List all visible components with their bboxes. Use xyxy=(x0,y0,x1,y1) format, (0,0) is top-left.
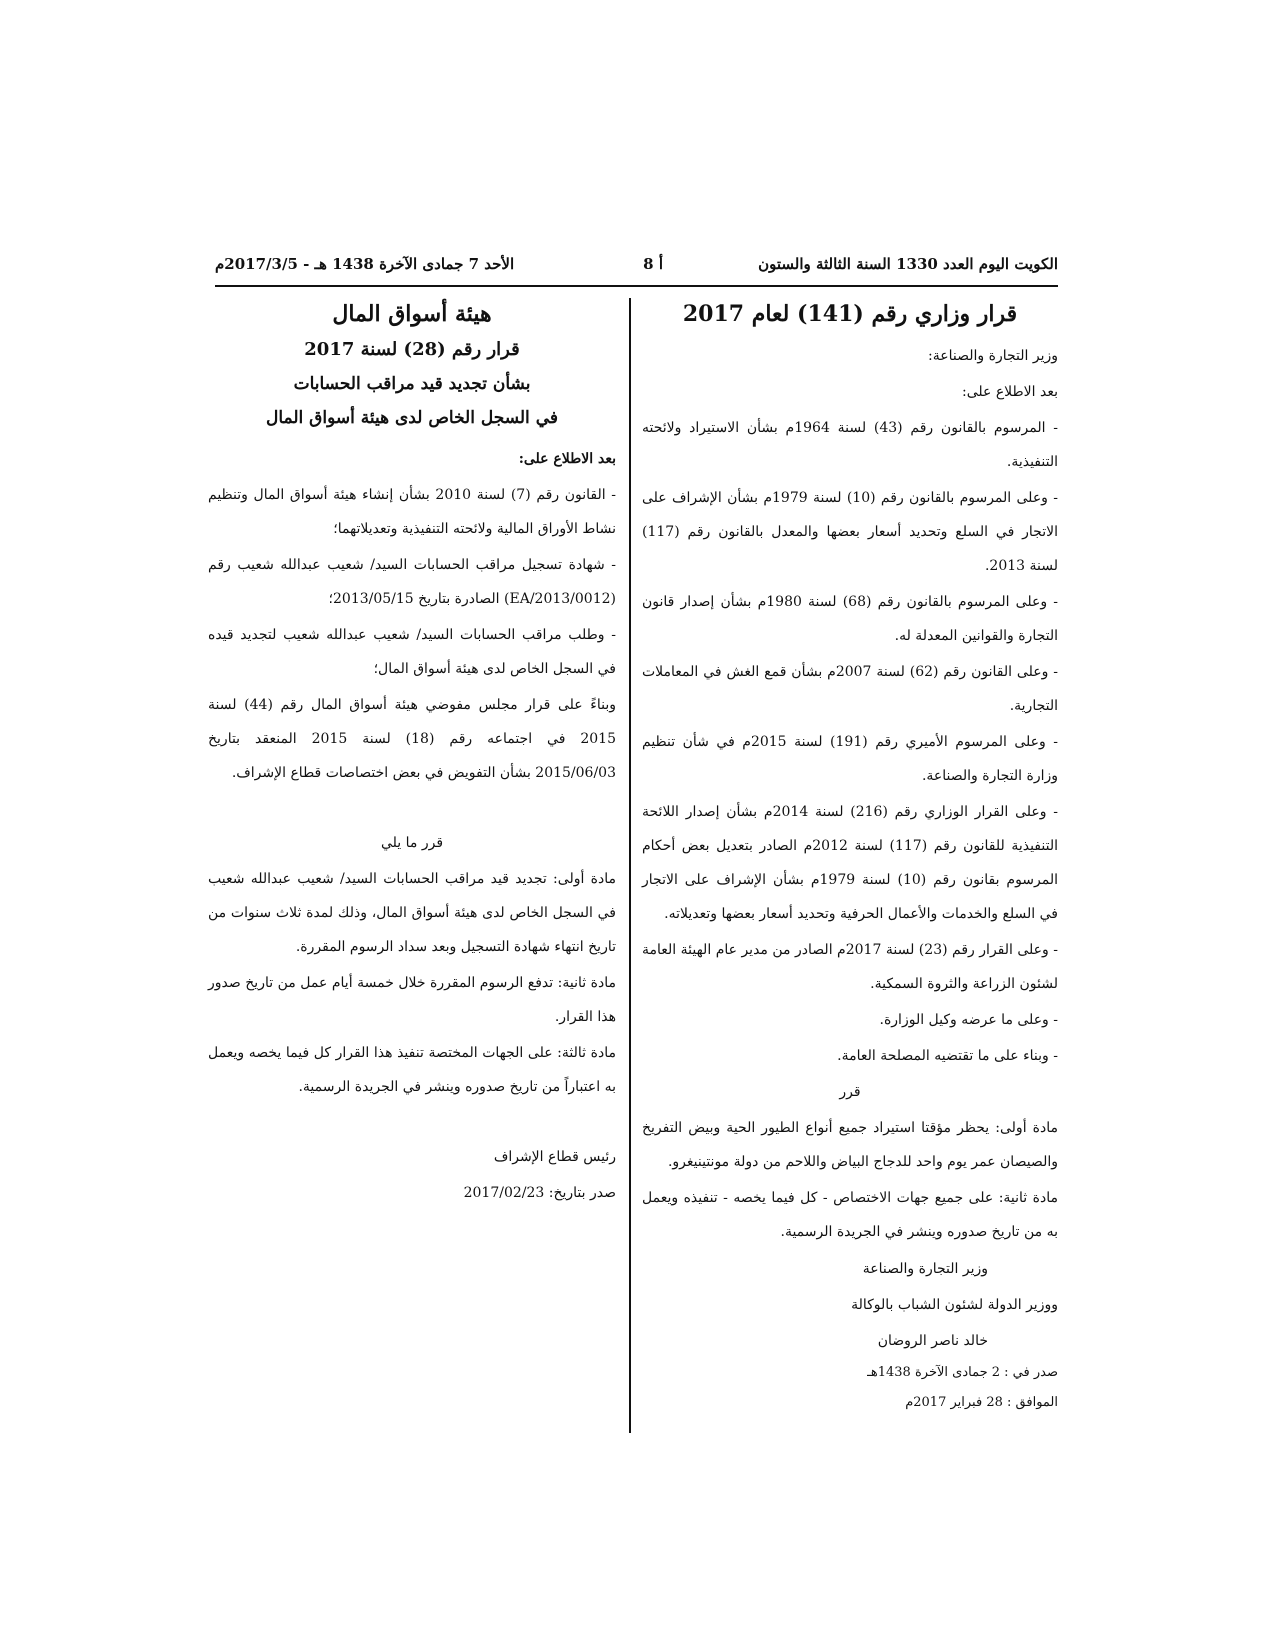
clause: - وعلى القانون رقم (62) لسنة 2007م بشأن قمع الغش في المعاملات التجارية. xyxy=(642,664,1058,714)
decision-title: قرار وزاري رقم (141) لعام 2017 xyxy=(682,301,1018,327)
decision-label: قرر xyxy=(839,1084,861,1100)
clause: - وبناء على ما تقتضيه المصلحة العامة. xyxy=(837,1048,1058,1064)
decision-label: قرر ما يلي xyxy=(380,835,444,851)
preamble: بعد الاطلاع على: xyxy=(962,384,1058,400)
issued-date: صدر بتاريخ: 2017/02/23 xyxy=(463,1185,616,1201)
clause: - وطلب مراقب الحسابات السيد/ شعيب عبدالله شعيب لتجديد قيده في السجل الخاص لدى هيئة أسواق المال؛ xyxy=(208,627,616,677)
clause: - المرسوم بالقانون رقم (43) لسنة 1964م بشأن الاستيراد ولائحته التنفيذية. xyxy=(642,420,1058,470)
clause: - وعلى ما عرضه وكيل الوزارة. xyxy=(879,1012,1058,1028)
ministerial-decision-column xyxy=(642,295,1058,1419)
signature-name: خالد ناصر الروضان xyxy=(877,1333,988,1349)
clause: وبناءً على قرار مجلس مفوضي هيئة أسواق المال رقم (44) لسنة 2015 في اجتماعه رقم (18) لسنة 2015 المنعقد بتاريخ 2015/06/03 بشأن التفويض في بعض اختصاصات قطاع الإشراف. xyxy=(208,697,616,781)
issuer-line: وزير التجارة والصناعة: xyxy=(928,348,1058,364)
header-issue-info: الكويت اليوم العدد 1330 السنة الثالثة والستون xyxy=(758,255,1058,273)
article-first: مادة أولى: تجديد قيد مراقب الحسابات السيد/ شعيب عبدالله شعيب في السجل الخاص لدى هيئة أسواق المال، وذلك لمدة ثلاث سنوات من تاريخ انتهاء شهادة التسجيل وبعد سداد الرسوم المقررة. xyxy=(208,871,616,955)
clause: - وعلى القرار الوزاري رقم (216) لسنة 2014م بشأن إصدار اللائحة التنفيذية للقانون رقم (117) لسنة 2012م الصادر بتعديل بعض أحكام المرسوم بقانون رقم (10) لسنة 1979م بشأن الإشراف على الاتجار في السلع والخدمات والأعمال الحرفية وتحديد أسعار بعضها وتعديلاته. xyxy=(642,804,1059,922)
cma-decision-column xyxy=(208,295,616,1212)
clause: - وعلى القرار رقم (23) لسنة 2017م الصادر من مدير عام الهيئة العامة لشئون الزراعة والثروة السمكية. xyxy=(642,942,1058,992)
clause: - شهادة تسجيل مراقب الحسابات السيد/ شعيب عبدالله شعيب رقم (EA/2013/0012) الصادرة بتاريخ 2013/05/15؛ xyxy=(208,557,616,607)
header-divider xyxy=(215,285,1058,287)
signature-title: وزير التجارة والصناعة xyxy=(862,1261,988,1277)
page-number: أ 8 xyxy=(643,255,663,273)
signature-title-acting: ووزير الدولة لشئون الشباب بالوكالة xyxy=(851,1297,1058,1313)
article-first: مادة أولى: يحظر مؤقتا استيراد جميع أنواع الطيور الحية وبيض التفريخ والصيصان عمر يوم واحد للدجاج البياض واللاحم من دولة مونتينيغرو. xyxy=(642,1120,1058,1170)
clause: - القانون رقم (7) لسنة 2010 بشأن إنشاء هيئة أسواق المال وتنظيم نشاط الأوراق المالية ولائحته التنفيذية وتعديلاتهما؛ xyxy=(208,487,617,537)
article-second: مادة ثانية: تدفع الرسوم المقررة خلال خمسة أيام عمل من تاريخ صدور هذا القرار. xyxy=(208,975,616,1025)
signature-title: رئيس قطاع الإشراف xyxy=(493,1149,616,1165)
clause: - وعلى المرسوم الأميري رقم (191) لسنة 2015م في شأن تنظيم وزارة التجارة والصناعة. xyxy=(642,734,1058,784)
column-divider xyxy=(629,298,631,1433)
issued-hijri-date: صدر في : 2 جمادى الآخرة 1438هـ xyxy=(867,1365,1058,1380)
decision-title: قرار رقم (28) لسنة 2017 xyxy=(304,339,520,360)
header-date: الأحد 7 جمادى الآخرة 1438 هـ - 2017/3/5م xyxy=(215,255,515,273)
preamble: بعد الاطلاع على: xyxy=(518,451,616,467)
clause: - وعلى المرسوم بالقانون رقم (68) لسنة 1980م بشأن إصدار قانون التجارة والقوانين المعدلة له. xyxy=(642,594,1058,644)
article-third: مادة ثالثة: على الجهات المختصة تنفيذ هذا القرار كل فيما يخصه ويعمل به اعتباراً من تاريخ صدوره وينشر في الجريدة الرسمية. xyxy=(208,1045,616,1095)
issued-gregorian-date: الموافق : 28 فبراير 2017م xyxy=(905,1395,1058,1410)
article-second: مادة ثانية: على جميع جهات الاختصاص - كل فيما يخصه - تنفيذه ويعمل به من تاريخ صدوره وينشر في الجريدة الرسمية. xyxy=(642,1190,1058,1240)
decision-subject: بشأن تجديد قيد مراقب الحسابات xyxy=(293,374,531,394)
decision-subject-continued: في السجل الخاص لدى هيئة أسواق المال xyxy=(265,408,558,428)
page-header xyxy=(215,255,1058,283)
clause: - وعلى المرسوم بالقانون رقم (10) لسنة 1979م بشأن الإشراف على الاتجار في السلع وتحديد أسعار بعضها والمعدل بالقانون رقم (117) لسنة 2013. xyxy=(642,490,1058,574)
authority-name: هيئة أسواق المال xyxy=(332,301,492,327)
